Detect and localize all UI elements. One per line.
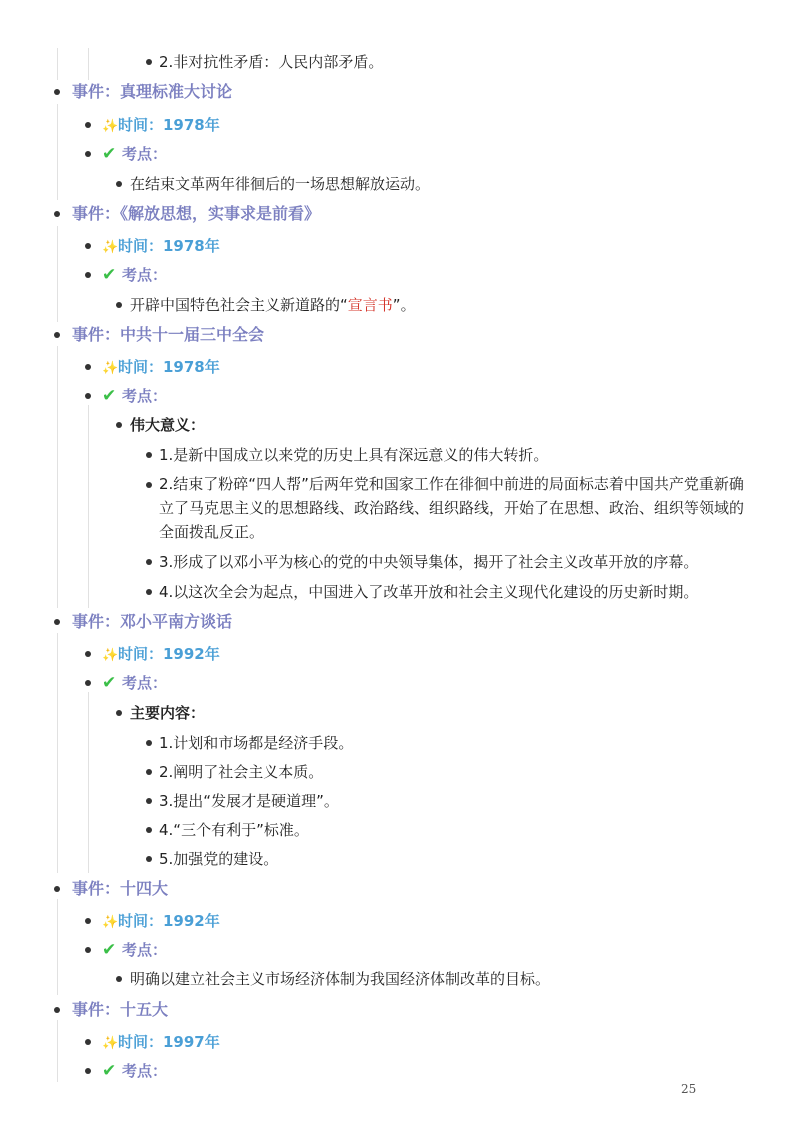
time-label: 时间：1978年 — [118, 237, 220, 255]
time-label: 时间：1992年 — [118, 912, 220, 930]
time-label: 时间：1992年 — [118, 645, 220, 663]
check-icon: ✔ — [102, 1061, 117, 1081]
event-title: 事件：十四大 — [72, 879, 169, 898]
check-row — [102, 142, 167, 166]
bullet-dot — [54, 89, 60, 95]
time-row — [102, 909, 220, 935]
list-item: 2.非对抗性矛盾：人民内部矛盾。 — [159, 53, 384, 71]
check-label: 考点： — [122, 1062, 168, 1080]
bullet-dot — [116, 181, 122, 187]
event-title: 事件：邓小平南方谈话 — [72, 612, 233, 631]
tree-guide-line — [57, 104, 58, 200]
list-item: 3.形成了以邓小平为核心的党的中央领导集体，揭开了社会主义改革开放的序幕。 — [159, 553, 699, 571]
bullet-dot — [85, 947, 91, 953]
tree-guide-line — [88, 405, 89, 608]
time-row — [102, 1030, 220, 1056]
time-row — [102, 642, 220, 668]
bullet-dot — [54, 886, 60, 892]
bullet-dot — [146, 559, 152, 565]
time-label: 时间：1997年 — [118, 1033, 220, 1051]
check-row — [102, 671, 167, 695]
check-icon: ✔ — [102, 940, 117, 960]
check-row — [102, 1059, 167, 1083]
tree-guide-line — [57, 1020, 58, 1082]
sub-heading: 伟大意义： — [130, 416, 206, 434]
list-item: 2.结束了粉碎“四人帮”后两年党和国家工作在徘徊中前进的局面标志着中国共产党重新确立了马克思主义的思想路线、政治路线、组织路线，开始了在思想、政治、组织等领域的全面拨乱反正。 — [159, 475, 745, 541]
tree-guide-line — [57, 48, 58, 80]
event-title: 事件：十五大 — [72, 1000, 169, 1019]
time-row — [102, 355, 220, 381]
check-label: 考点： — [122, 145, 168, 163]
list-item: 明确以建立社会主义市场经济体制为我国经济体制改革的目标。 — [130, 970, 551, 988]
sparkle-icon: ✨ — [102, 119, 119, 134]
tree-guide-line — [57, 346, 58, 608]
check-icon: ✔ — [102, 265, 117, 285]
sparkle-icon: ✨ — [102, 361, 119, 376]
bullet-dot — [146, 452, 152, 458]
time-row — [102, 234, 220, 260]
bullet-dot — [146, 740, 152, 746]
bullet-dot — [85, 651, 91, 657]
tree-guide-line — [57, 899, 58, 995]
bullet-dot — [146, 59, 152, 65]
sparkle-icon: ✨ — [102, 1036, 119, 1051]
bullet-dot — [85, 364, 91, 370]
bullet-dot — [146, 856, 152, 862]
bullet-dot — [85, 1068, 91, 1074]
bullet-dot — [85, 918, 91, 924]
list-item: 5.加强党的建设。 — [159, 850, 279, 868]
bullet-dot — [146, 798, 152, 804]
bullet-dot — [116, 302, 122, 308]
time-label: 时间：1978年 — [118, 116, 220, 134]
bullet-dot — [85, 272, 91, 278]
list-item: 在结束文革两年徘徊后的一场思想解放运动。 — [130, 175, 431, 193]
tree-guide-line — [57, 226, 58, 322]
bullet-dot — [116, 976, 122, 982]
bullet-dot — [85, 393, 91, 399]
list-item: 1.计划和市场都是经济手段。 — [159, 734, 354, 752]
point-highlight: 宣言书 — [347, 296, 393, 314]
list-item: 4.以这次全会为起点，中国进入了改革开放和社会主义现代化建设的历史新时期。 — [159, 583, 699, 601]
event-title: 事件：真理标准大讨论 — [72, 82, 233, 101]
bullet-dot — [54, 211, 60, 217]
bullet-dot — [116, 422, 122, 428]
bullet-dot — [146, 769, 152, 775]
bullet-dot — [85, 1039, 91, 1045]
list-item: 3.提出“发展才是硬道理”。 — [159, 792, 339, 810]
bullet-dot — [146, 482, 152, 488]
sparkle-icon: ✨ — [102, 240, 119, 255]
bullet-dot — [54, 619, 60, 625]
check-row — [102, 938, 167, 962]
event-title: 事件：中共十一届三中全会 — [72, 325, 265, 344]
bullet-dot — [85, 151, 91, 157]
check-icon: ✔ — [102, 144, 117, 164]
check-icon: ✔ — [102, 673, 117, 693]
list-item: 4.“三个有利于”标准。 — [159, 821, 309, 839]
list-item: 2.阐明了社会主义本质。 — [159, 763, 324, 781]
bullet-dot — [116, 710, 122, 716]
bullet-dot — [54, 1007, 60, 1013]
check-icon: ✔ — [102, 386, 117, 406]
check-row — [102, 263, 167, 287]
check-label: 考点： — [122, 674, 168, 692]
bullet-dot — [54, 332, 60, 338]
tree-guide-line — [88, 48, 89, 80]
check-label: 考点： — [122, 941, 168, 959]
bullet-dot — [146, 589, 152, 595]
check-row — [102, 384, 167, 408]
bullet-dot — [146, 827, 152, 833]
list-item: 1.是新中国成立以来党的历史上具有深远意义的伟大转折。 — [159, 446, 549, 464]
check-label: 考点： — [122, 266, 168, 284]
sub-heading: 主要内容： — [130, 704, 206, 722]
bullet-dot — [85, 680, 91, 686]
bullet-dot — [85, 243, 91, 249]
tree-guide-line — [57, 633, 58, 873]
time-label: 时间：1978年 — [118, 358, 220, 376]
point-prefix: 开辟中国特色社会主义新道路的“ — [130, 296, 348, 314]
sparkle-icon: ✨ — [102, 648, 119, 663]
point-suffix: ”。 — [392, 296, 416, 314]
page-number: 25 — [681, 1082, 697, 1096]
list-item — [130, 293, 416, 317]
event-title: 事件：《解放思想，实事求是前看》 — [72, 204, 321, 223]
sparkle-icon: ✨ — [102, 915, 119, 930]
tree-guide-line — [88, 692, 89, 873]
check-label: 考点： — [122, 387, 168, 405]
time-row — [102, 113, 220, 139]
bullet-dot — [85, 122, 91, 128]
